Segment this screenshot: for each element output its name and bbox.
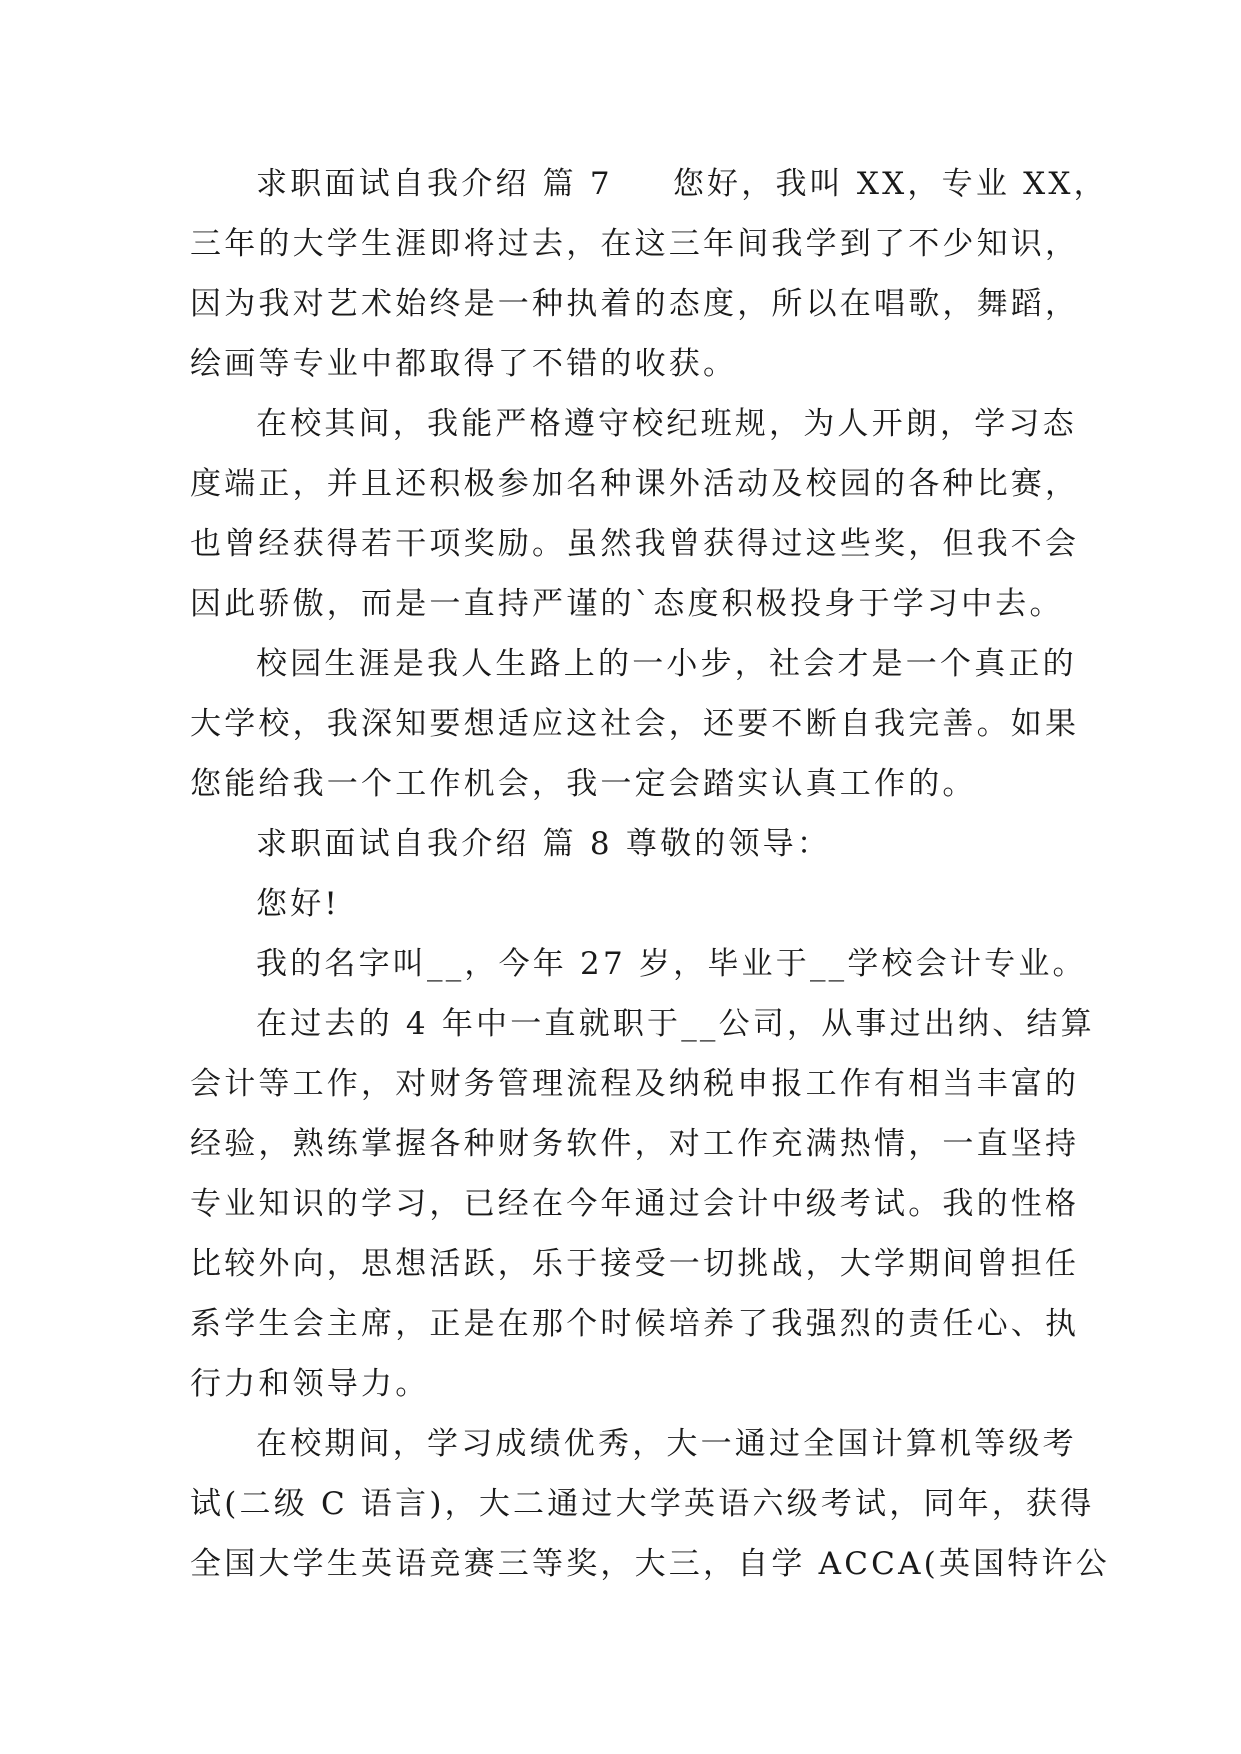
text-line: 因此骄傲，而是一直持严谨的`态度积极投身于学习中去。 [190, 586, 1064, 622]
text-line: 会计等工作，对财务管理流程及纳税申报工作有相当丰富的 [190, 1066, 1080, 1102]
text-line: 绘画等专业中都取得了不错的收获。 [190, 346, 738, 382]
text-line: 在校其间，我能严格遵守校纪班规，为人开朗，学习态 [256, 406, 1077, 442]
paragraph-text: 您好，我叫 XX，专业 XX， [672, 166, 1108, 202]
text-line: 三年的大学生涯即将过去，在这三年间我学到了不少知识， [190, 226, 1080, 262]
section-heading: 求职面试自我介绍 篇 7 [256, 166, 613, 202]
section-heading: 求职面试自我介绍 篇 8 尊敬的领导： [256, 826, 832, 862]
text-line: 也曾经获得若干项奖励。虽然我曾获得过这些奖，但我不会 [190, 526, 1080, 562]
greeting: 您好! [256, 886, 341, 922]
text-line: 因为我对艺术始终是一种执着的态度，所以在唱歌，舞蹈， [190, 286, 1080, 322]
text-line: 试(二级 C 语言)，大二通过大学英语六级考试，同年，获得 [190, 1486, 1095, 1522]
text-line: 大学校，我深知要想适应这社会，还要不断自我完善。如果 [190, 706, 1080, 742]
text-line: 在校期间，学习成绩优秀，大一通过全国计算机等级考 [256, 1426, 1077, 1462]
text-line [256, 154, 1108, 214]
text-line: 专业知识的学习，已经在今年通过会计中级考试。我的性格 [190, 1186, 1080, 1222]
text-line: 比较外向，思想活跃，乐于接受一切挑战，大学期间曾担任 [190, 1246, 1080, 1282]
text-line: 行力和领导力。 [190, 1366, 430, 1402]
text-line: 在过去的 4 年中一直就职于__公司，从事过出纳、结算 [256, 1006, 1095, 1042]
text-line: 校园生涯是我人生路上的一小步，社会才是一个真正的 [256, 646, 1077, 682]
text-line: 我的名字叫__，今年 27 岁，毕业于__学校会计专业。 [256, 946, 1087, 982]
text-line: 度端正，并且还积极参加名种课外活动及校园的各种比赛， [190, 466, 1080, 502]
text-line: 系学生会主席，正是在那个时候培养了我强烈的责任心、执 [190, 1306, 1080, 1342]
text-line: 经验，熟练掌握各种财务软件，对工作充满热情，一直坚持 [190, 1126, 1080, 1162]
text-line: 您能给我一个工作机会，我一定会踏实认真工作的。 [190, 766, 977, 802]
text-line: 全国大学生英语竞赛三等奖，大三，自学 ACCA(英国特许公 [190, 1546, 1110, 1582]
